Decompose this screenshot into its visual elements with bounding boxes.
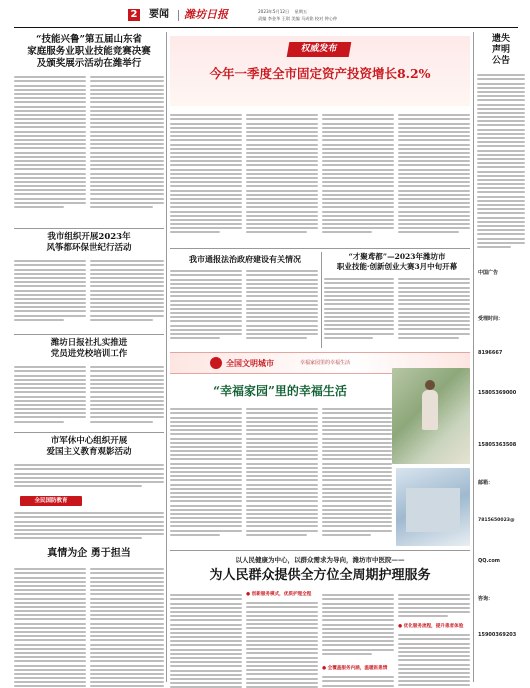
divider <box>170 248 470 249</box>
ad-email-domain: QQ.com <box>478 558 501 564</box>
skills-headline-line1: “技能兴鲁”第五届山东省 <box>36 34 142 45</box>
volunteer-headline <box>14 436 164 458</box>
ad-phone-5: 15900369203 <box>478 632 517 638</box>
honesty-body-top <box>14 510 164 546</box>
divider <box>14 228 164 229</box>
left-column <box>14 32 164 682</box>
community-photo <box>396 468 470 546</box>
party-body-col2 <box>90 364 164 428</box>
notice-sidebar <box>476 32 526 682</box>
community-photo-building <box>406 488 460 532</box>
section-name: 要闻 <box>149 9 169 20</box>
notice-title <box>476 34 526 67</box>
skills-body <box>14 74 86 224</box>
ad-phone-1: 8196667 <box>478 350 503 356</box>
authority-banner <box>170 36 470 106</box>
talent-body <box>324 276 394 348</box>
hospital-body-col3b <box>322 674 394 688</box>
notice-title-line3: 公告 <box>491 56 510 66</box>
party-headline <box>14 338 164 360</box>
garden-photo-figure-head <box>425 380 435 390</box>
issue-date: 2023年5月12日 <box>258 9 290 14</box>
investment-headline: 今年一季度全市固定资产投资增长8.2% <box>209 66 431 81</box>
hospital-subhead-1: ● 创新服务模式，优质护理全程 <box>246 592 312 597</box>
notice-list <box>477 72 525 262</box>
masthead <box>0 0 530 30</box>
talent-body-col2 <box>398 276 470 348</box>
party-body <box>14 364 86 428</box>
party-headline-line1: 潍坊日报社扎实推进 <box>50 338 128 348</box>
ad-contact-label-4: 咨询： <box>478 596 494 602</box>
skills-body-col2 <box>90 74 164 224</box>
issue-weekday: 星期五 <box>294 9 308 14</box>
skills-headline-line2: 家庭服务业职业技能竞赛决赛 <box>27 46 151 57</box>
hospital-headline: 为人民群众提供全方位全周期护理服务 <box>209 568 431 583</box>
divider <box>170 550 470 551</box>
hospital-kicker: 以人民健康为中心，以群众需求为导向，潍坊市中医院—— <box>235 556 405 564</box>
talent-headline <box>324 252 470 272</box>
civility-headline <box>14 232 164 254</box>
happy-home-body-col2 <box>246 406 318 546</box>
page-number: 2 <box>130 9 138 20</box>
talent-headline-line1: “才聚鸢都”—2023年潍坊市 <box>348 252 446 261</box>
government-headline: 我市通报法治政府建设有关情况 <box>189 254 301 264</box>
honesty-body <box>14 566 86 688</box>
authority-tag-label: 权威发布 <box>300 44 338 54</box>
column-divider <box>473 32 474 682</box>
notice-title-line2: 声明 <box>491 45 510 55</box>
honesty-headline: 真情为企 勇于担当 <box>47 548 131 559</box>
masthead-divider <box>178 10 179 21</box>
investment-body-col3 <box>322 112 394 244</box>
divider <box>14 334 164 335</box>
happy-home-body-col1 <box>170 406 242 546</box>
ad-phone-4: 7815650023@ <box>478 518 515 523</box>
investment-body-col1 <box>170 112 242 244</box>
masthead-date <box>258 9 307 14</box>
civility-body <box>14 258 86 330</box>
paper-logo: 潍坊日报 <box>184 8 228 21</box>
ad-phone-2: 15805369000 <box>478 390 517 396</box>
happy-home-headline: “幸福家园”里的幸福生活 <box>213 384 347 398</box>
investment-body-col4 <box>398 112 470 244</box>
volunteer-body <box>14 462 164 490</box>
hospital-body-col2 <box>246 600 318 688</box>
divider <box>14 432 164 433</box>
ad-contact-label-1: 中国广告 <box>478 270 499 276</box>
column-divider <box>321 252 322 348</box>
authority-tag <box>287 42 352 57</box>
hospital-subhead-2: ● 全覆盖服务内涵，温暖医患情 <box>322 666 388 671</box>
hospital-subhead-3: ● 优化服务流程，提升患者体验 <box>398 624 464 629</box>
government-body <box>170 268 242 348</box>
honesty-tag <box>20 496 82 506</box>
honesty-body-col2 <box>90 566 164 688</box>
civility-banner-subtitle: 幸福家园里的幸福生活 <box>300 360 351 366</box>
volunteer-headline-line1: 市军休中心组织开展 <box>50 436 128 446</box>
civility-headline-line2: 风筝都环保世纪行活动 <box>46 243 132 253</box>
center-area <box>170 32 470 682</box>
column-divider <box>166 32 167 682</box>
ad-contact-label-2: 受理时间： <box>478 316 504 322</box>
civility-banner-label: 全国文明城市 <box>226 358 274 368</box>
hospital-body-col4 <box>398 592 470 622</box>
civility-badge-icon <box>210 357 222 369</box>
civility-body-col2 <box>90 258 164 330</box>
hospital-body-col3 <box>322 592 394 662</box>
party-headline-line2: 党员进党校培训工作 <box>50 349 128 359</box>
garden-photo <box>392 368 470 464</box>
investment-body-col2 <box>246 112 318 244</box>
ad-contact-label-3: 邮箱： <box>478 480 494 486</box>
honesty-tag-label: 全民国防教育 <box>34 498 68 504</box>
skills-headline-line3: 及颁奖展示活动在潍举行 <box>36 58 142 69</box>
masthead-rule <box>14 27 518 28</box>
talent-headline-line2: 职业技能·创新创业大赛3月中旬开幕 <box>336 262 458 271</box>
civility-headline-line1: 我市组织开展2023年 <box>47 232 131 242</box>
ad-phone-3: 15805363508 <box>478 442 517 448</box>
garden-photo-figure <box>422 390 438 430</box>
government-body-col2 <box>246 268 318 348</box>
happy-home-body-col3 <box>322 406 392 546</box>
hospital-body-col1 <box>170 592 242 688</box>
skills-headline <box>14 34 164 70</box>
volunteer-headline-line2: 爱国主义教育观影活动 <box>46 447 132 457</box>
page-number-box <box>128 9 140 21</box>
masthead-editors: 责编 李金华 王琪 美编 马成铭 校对 钟心仲 <box>258 16 338 21</box>
hospital-body-col4b <box>398 632 470 688</box>
notice-title-line1: 遗失 <box>491 34 510 44</box>
